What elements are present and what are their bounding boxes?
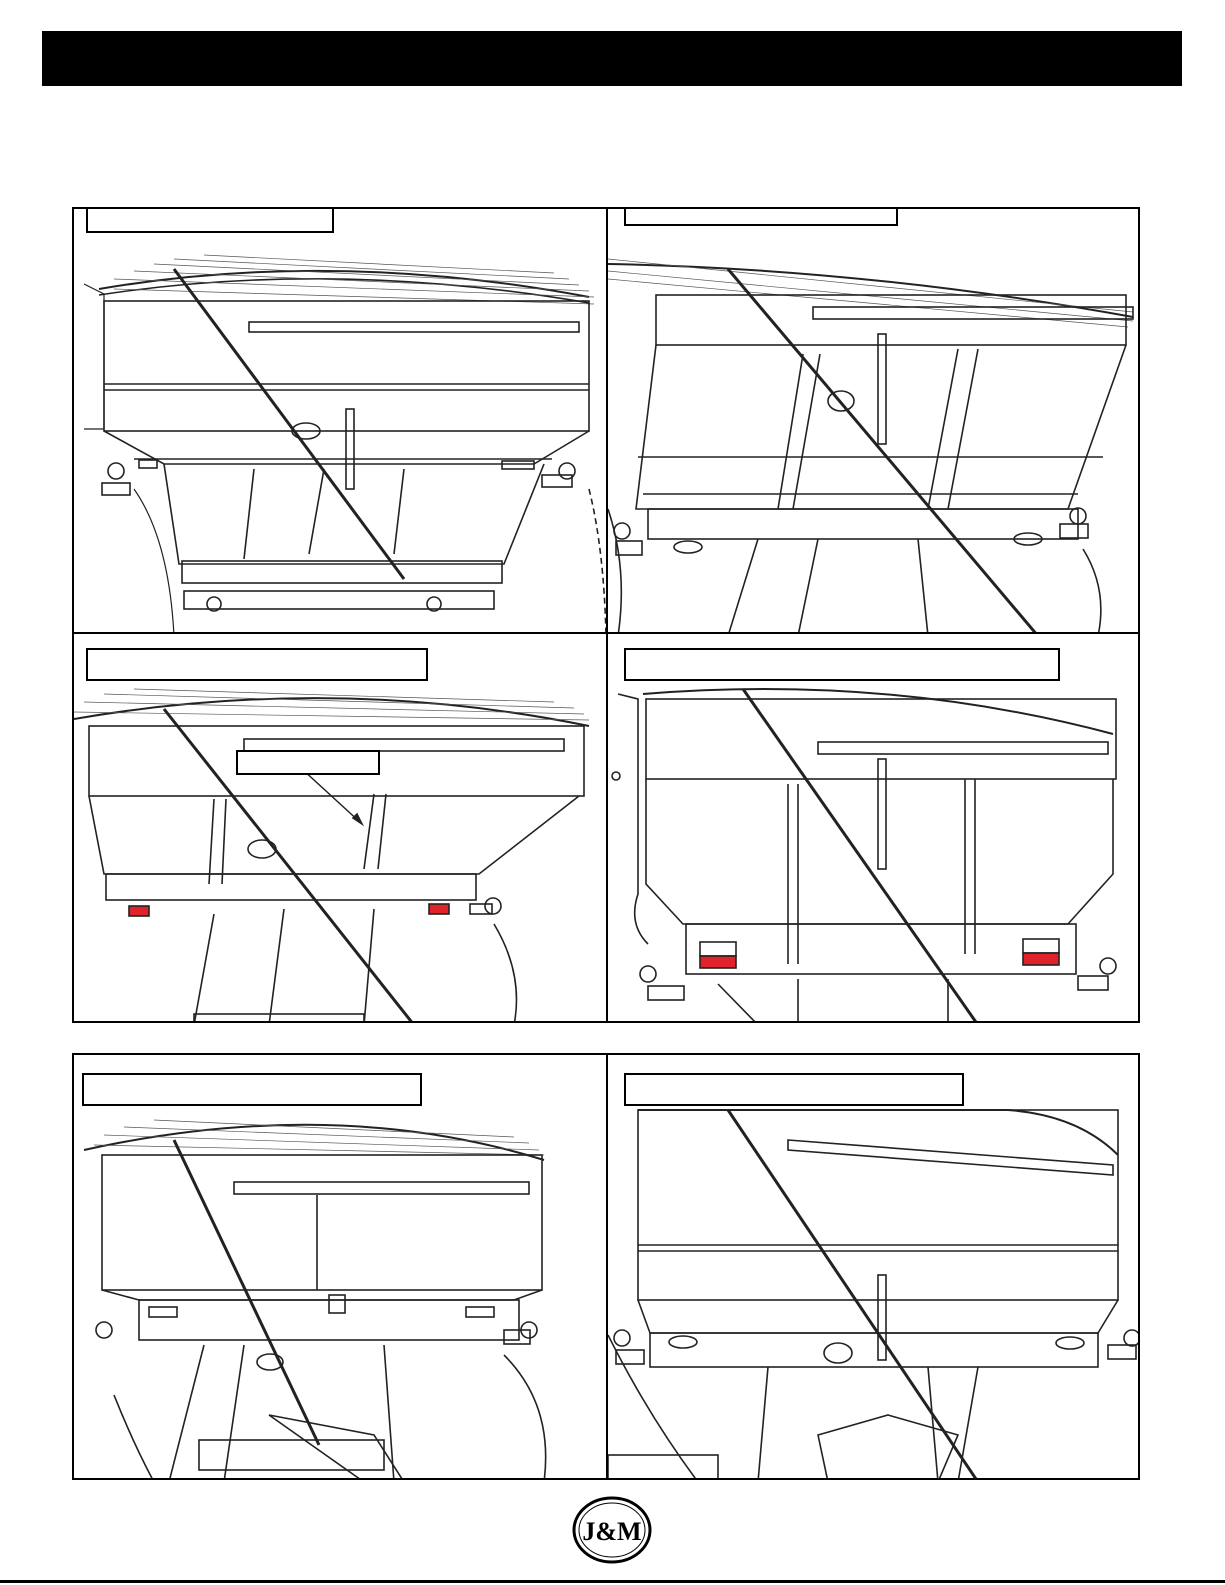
cart-drawing-3 (74, 634, 608, 1023)
cart-drawing-4 (608, 634, 1140, 1023)
callout-label (236, 750, 380, 775)
cart-drawing-6 (608, 1055, 1140, 1480)
panel-label-5 (82, 1073, 422, 1106)
cart-drawing-2 (608, 209, 1140, 634)
cart-drawing-5 (74, 1055, 608, 1480)
figure-panel-6 (606, 1053, 1140, 1480)
header-title (42, 46, 58, 71)
logo-text: J&M (582, 1517, 642, 1546)
panel-label-4 (624, 648, 1060, 681)
header-bar (42, 31, 1182, 86)
figure-panel-4 (606, 632, 1140, 1023)
cart-drawing-1 (74, 209, 608, 634)
panel-label-1 (86, 207, 334, 233)
subtitle (42, 122, 1182, 162)
figure-panel-1 (72, 207, 608, 634)
panel-label-3 (86, 648, 428, 681)
figure-panel-5 (72, 1053, 608, 1480)
figure-panel-2 (606, 207, 1140, 634)
bottom-rule (0, 1580, 1225, 1583)
panel-label-6 (624, 1073, 964, 1106)
panel-label-2 (624, 207, 898, 226)
jm-logo (570, 1495, 654, 1565)
figure-panel-3 (72, 632, 608, 1023)
